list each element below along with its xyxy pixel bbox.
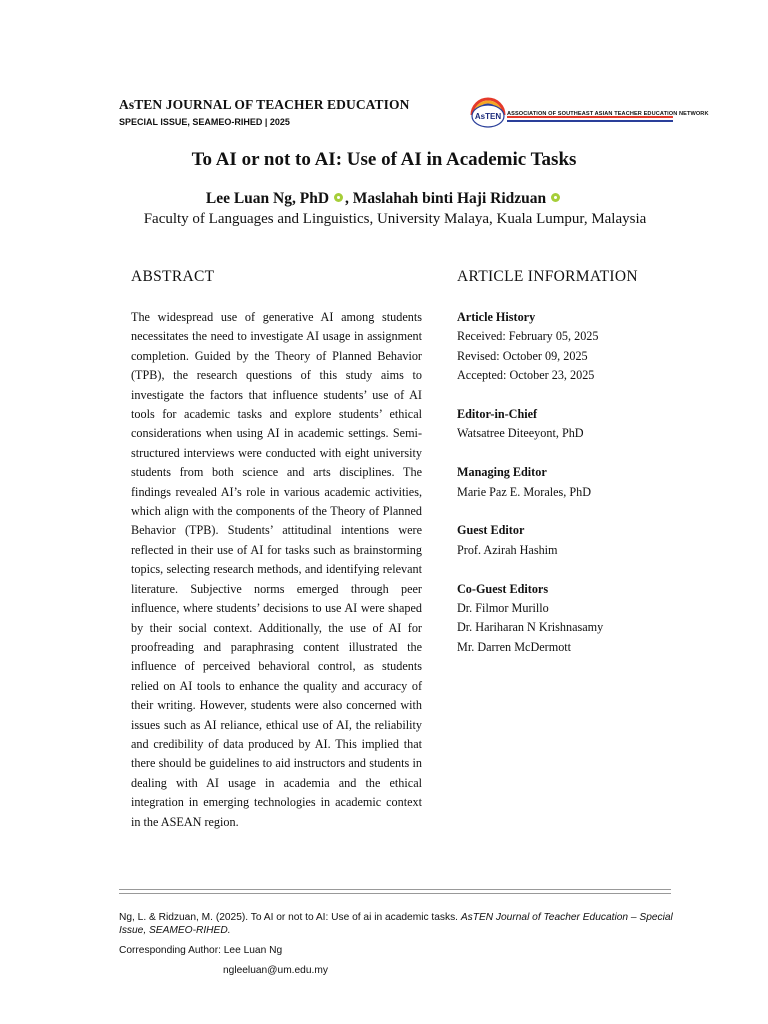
journal-subtitle: SPECIAL ISSUE, SEAMEO-RIHED | 2025 (119, 117, 290, 127)
author-email[interactable]: ngleeluan@um.edu.my (223, 965, 328, 976)
author-2: Maslahah binti Haji Ridzuan (352, 190, 547, 207)
article-history (457, 308, 687, 386)
guest-editor (457, 521, 687, 560)
abstract-text: The widespread use of generative AI among students necessitates the need to investigate AI usage in assignment completion. Guided by the Theory of Planned Behavior (TPB), the research questions of this study aims to investigate the factors that influence students’ use of AI tools for academic tasks and explore students’ ethical considerations when using AI in academic settings. Semi-structured interviews were conducted with eight university students from both science and arts disciplines. The findings revealed AI’s role in various academic activities, which align with the components of the Theory of Planned Behavior (TPB). Students’ attitudinal intentions were reflected in their use of AI for tasks such as brainstorming topics, selecting research methods, and identifying relevant literature. Subjective norms emerged through peer influence, where students’ decisions to use AI were shaped by their social context. Additionally, the use of AI for proofreading and paraphrasing content illustrated the influence of perceived behavioral control, as students relied on AI tools to enhance the quality and accuracy of their writing. However, students were also concerned with issues such as AI reliance, ethical use of AI, the reliability and credibility of data produced by AI. This implied that there should be guidelines to aid instructors and students in dealing with AI usage in academia and the ethical integration in emerging technologies in academic context in the ASEAN region. (131, 310, 422, 829)
co-guest-editor-1: Dr. Filmor Murillo (457, 601, 549, 616)
editor-in-chief-label: Editor-in-Chief (457, 407, 538, 422)
journal-title: AsTEN JOURNAL OF TEACHER EDUCATION (119, 97, 410, 112)
author-1: Lee Luan Ng, PhD (205, 190, 330, 207)
footer-divider-top (119, 889, 671, 890)
citation (119, 911, 679, 937)
co-guest-editor-3: Mr. Darren McDermott (457, 639, 572, 654)
citation-text: Ng, L. & Ridzuan, M. (2025). To AI or not to AI: Use of ai in academic tasks. (119, 912, 461, 923)
managing-editor (457, 463, 687, 502)
co-guest-editor-2: Dr. Hariharan N Krishnasamy (457, 620, 604, 635)
co-guest-editors (457, 580, 687, 658)
article-info-heading: ARTICLE INFORMATION (457, 268, 638, 285)
orcid-icon[interactable] (551, 193, 560, 202)
citation-journal: AsTEN Journal of Teacher Education – Special Issue, SEAMEO-RIHED. (119, 912, 673, 936)
accepted-date: Accepted: October 23, 2025 (457, 368, 595, 383)
article-info (457, 308, 687, 677)
authors (0, 190, 768, 208)
editor-in-chief (457, 405, 687, 444)
guest-editor-label: Guest Editor (457, 523, 525, 538)
received-date: Received: February 05, 2025 (457, 329, 599, 344)
corresponding-author: Corresponding Author: Lee Luan Ng (119, 945, 283, 956)
paper-title: To AI or not to AI: Use of AI in Academic Tasks (191, 149, 577, 170)
logo-badge-text: AsTEN (474, 112, 502, 121)
editor-in-chief-name: Watsatree Diteeyont, PhD (457, 426, 584, 441)
affiliation: Faculty of Languages and Linguistics, University Malaya, Kuala Lumpur, Malaysia (143, 211, 647, 227)
orcid-icon[interactable] (334, 193, 343, 202)
managing-editor-name: Marie Paz E. Morales, PhD (457, 484, 592, 499)
logo-text: ASSOCIATION OF SOUTHEAST ASIAN TEACHER EDUCATION NETWORK (507, 111, 709, 117)
co-guest-editors-label: Co-Guest Editors (457, 581, 549, 596)
author-separator: , (345, 190, 353, 207)
abstract-heading: ABSTRACT (131, 268, 215, 285)
article-history-label: Article History (457, 310, 536, 324)
revised-date: Revised: October 09, 2025 (457, 348, 588, 363)
managing-editor-label: Managing Editor (457, 465, 547, 480)
footer-divider-bottom (119, 893, 671, 894)
guest-editor-name: Prof. Azirah Hashim (457, 542, 558, 557)
